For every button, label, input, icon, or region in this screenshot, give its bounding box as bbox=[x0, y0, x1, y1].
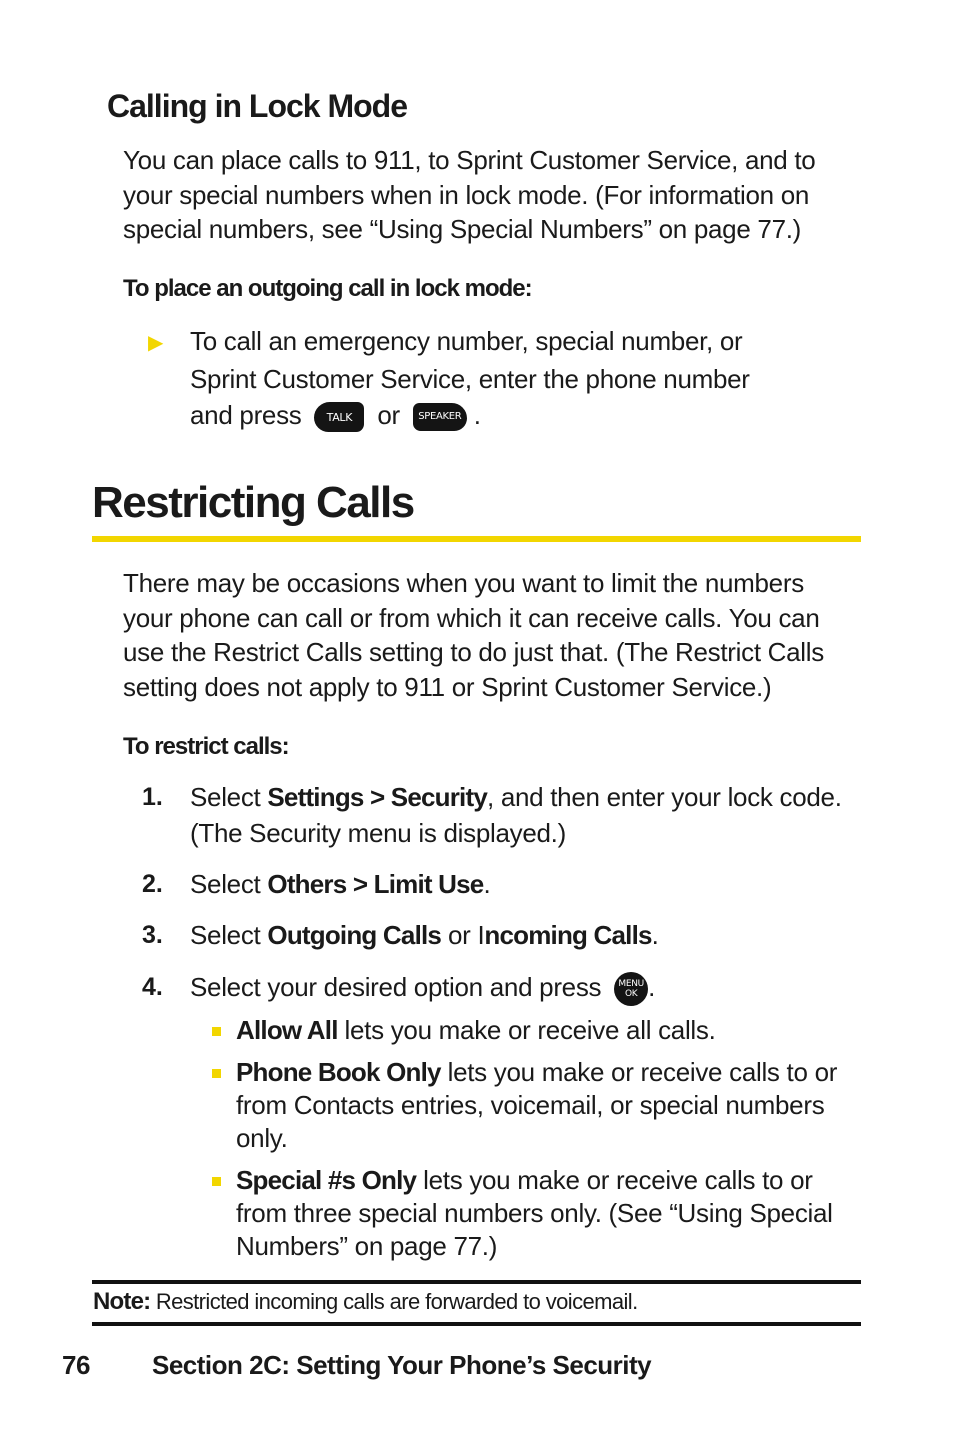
speaker-key-icon: SPEAKER bbox=[413, 403, 467, 431]
paragraph-line: use the Restrict Calls setting to do just that. (The Restrict Calls bbox=[123, 637, 824, 667]
step-1 bbox=[190, 782, 842, 813]
menu-path: Others > Limit Use bbox=[267, 869, 484, 899]
option-text: lets you make or receive calls to or bbox=[416, 1165, 813, 1195]
page-title: Restricting Calls bbox=[92, 478, 414, 527]
key-label: OK bbox=[624, 989, 638, 1000]
step-text: and press bbox=[190, 400, 302, 430]
step-text: or bbox=[377, 400, 400, 430]
note bbox=[93, 1288, 638, 1316]
step-1-continued: (The Security menu is displayed.) bbox=[190, 818, 566, 848]
option-text-line: only. bbox=[236, 1123, 288, 1153]
step-text: , and then enter your lock code. bbox=[487, 782, 842, 812]
bullet-icon bbox=[212, 1069, 221, 1078]
step-text: . bbox=[473, 400, 481, 430]
page-number: 76 bbox=[62, 1350, 90, 1380]
option-term: Special #s Only bbox=[236, 1165, 417, 1195]
step-3 bbox=[190, 920, 659, 951]
step-text: Select bbox=[190, 782, 268, 812]
step-line: To call an emergency number, special number, or bbox=[190, 326, 743, 356]
paragraph-line: your phone can call or from which it can receive calls. You can bbox=[123, 602, 820, 633]
step-text: . bbox=[651, 920, 659, 950]
step-line: Sprint Customer Service, enter the phone number bbox=[190, 364, 750, 394]
step-text: . bbox=[483, 869, 491, 899]
option-text-line: from three special numbers only. (See “Using Special bbox=[236, 1198, 833, 1228]
step-line-with-keys bbox=[190, 400, 481, 432]
option-text-line: from Contacts entries, voicemail, or special numbers bbox=[236, 1090, 825, 1120]
paragraph-line: your special numbers when in lock mode. (For information on bbox=[123, 179, 810, 210]
step-text: Select your desired option and press bbox=[190, 972, 602, 1002]
note-bottom-rule bbox=[92, 1322, 861, 1326]
step-2 bbox=[190, 869, 490, 900]
step-number: 1. bbox=[142, 783, 163, 811]
option-special-numbers-only bbox=[236, 1165, 813, 1196]
option-phone-book-only bbox=[236, 1057, 837, 1088]
restricting-paragraph bbox=[123, 566, 903, 704]
step-number: 2. bbox=[142, 870, 163, 898]
option-term: Phone Book Only bbox=[236, 1057, 441, 1087]
step-text: . bbox=[648, 972, 656, 1002]
option-text: lets you make or receive calls to or bbox=[440, 1057, 838, 1087]
section-heading: Calling in Lock Mode bbox=[107, 88, 408, 124]
step-number: 3. bbox=[142, 921, 163, 949]
procedure-subheading: To place an outgoing call in lock mode: bbox=[123, 275, 532, 302]
note-top-rule bbox=[92, 1280, 861, 1284]
note-text: Restricted incoming calls are forwarded to voicemail. bbox=[150, 1289, 638, 1314]
menu-path: Settings > Security bbox=[267, 782, 487, 812]
lock-mode-paragraph bbox=[123, 143, 883, 247]
option-text-line: Numbers” on page 77.) bbox=[236, 1231, 498, 1261]
bullet-icon bbox=[212, 1177, 221, 1186]
step-arrow-icon: ▶ bbox=[148, 332, 164, 354]
paragraph-line: special numbers, see “Using Special Numbers” on page 77.) bbox=[123, 214, 802, 244]
step-text: Select bbox=[190, 920, 268, 950]
key-label: MENU bbox=[618, 979, 644, 990]
step-number: 4. bbox=[142, 973, 163, 1001]
bullet-icon bbox=[212, 1027, 221, 1036]
paragraph-line: There may be occasions when you want to limit the numbers bbox=[123, 568, 804, 598]
step-text: or I bbox=[441, 920, 485, 950]
paragraph-line: You can place calls to 911, to Sprint Customer Service, and to bbox=[123, 145, 816, 175]
step-4 bbox=[190, 972, 655, 1006]
section-footer: Section 2C: Setting Your Phone’s Security bbox=[152, 1350, 652, 1380]
option-allow-all bbox=[236, 1015, 716, 1046]
step-text: Select bbox=[190, 869, 268, 899]
paragraph-line: setting does not apply to 911 or Sprint Customer Service.) bbox=[123, 671, 772, 702]
talk-key-icon: TALK bbox=[314, 402, 364, 432]
note-label: Note: bbox=[93, 1288, 151, 1315]
option-term: Allow All bbox=[236, 1015, 338, 1045]
menu-option: ncoming Calls bbox=[484, 920, 652, 950]
procedure-subheading: To restrict calls: bbox=[123, 733, 289, 760]
option-text: lets you make or receive all calls. bbox=[337, 1015, 716, 1045]
title-rule bbox=[92, 536, 861, 542]
menu-option: Outgoing Calls bbox=[267, 920, 442, 950]
menu-ok-key-icon bbox=[614, 972, 648, 1006]
